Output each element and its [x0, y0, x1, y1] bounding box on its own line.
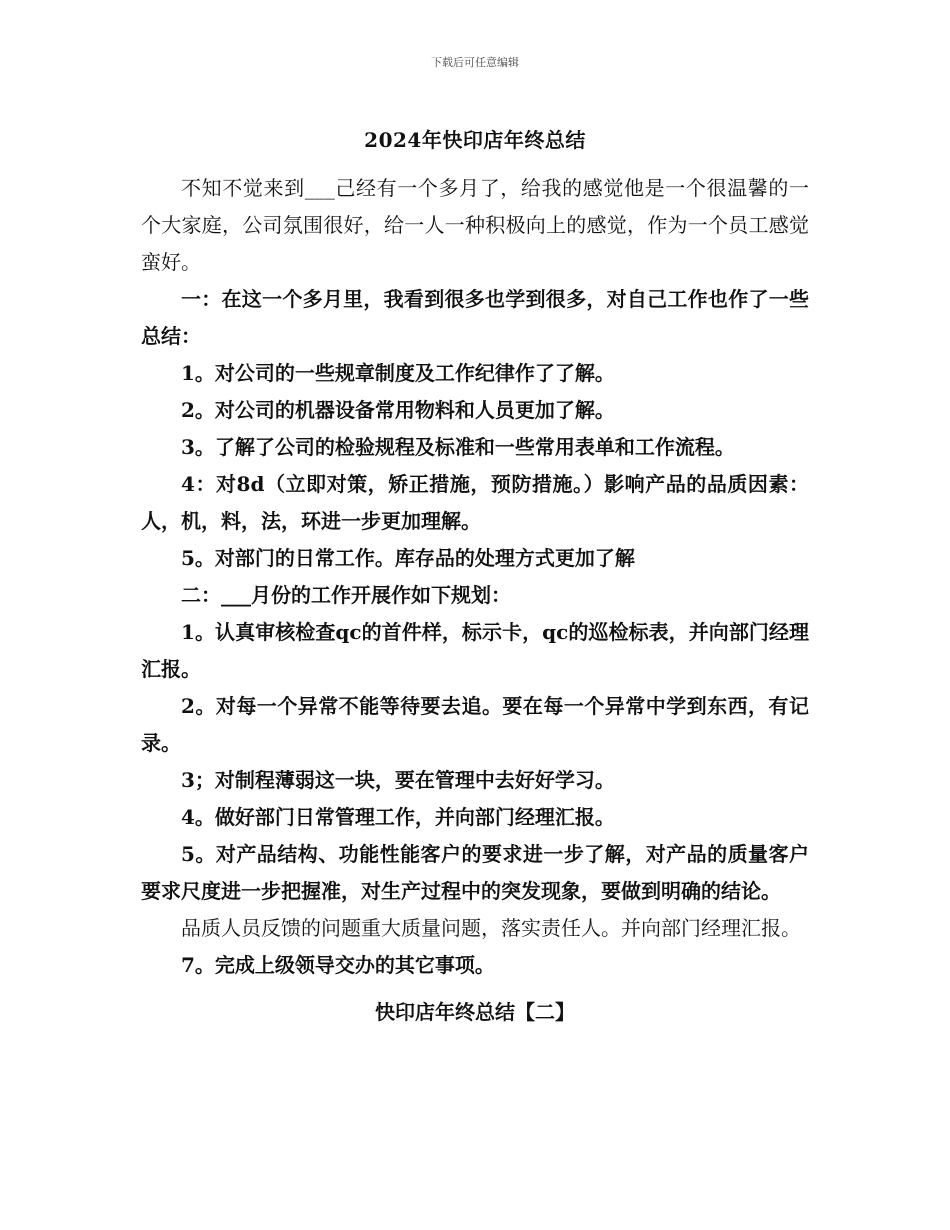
section-subtitle: 快印店年终总结【二】 — [375, 1000, 575, 1024]
header-note: 下载后可任意编辑 — [431, 56, 519, 69]
list-item: 2。对每一个异常不能等待要去追。要在每一个异常中学到东西，有记录。 — [141, 694, 809, 755]
document-title: 2024年快印店年终总结 — [364, 128, 586, 152]
list-item: 2。对公司的机器设备常用物料和人员更加了解。 — [181, 398, 615, 422]
list-item: 3；对制程薄弱这一块，要在管理中去好好学习。 — [181, 768, 615, 792]
list-item: 5。对部门的日常工作。库存品的处理方式更加了解 — [181, 546, 635, 570]
section-heading: 二：___月份的工作开展作如下规划： — [181, 583, 511, 607]
list-item: 4：对8d（立即对策，矫正措施，预防措施。）影响产品的品质因素：人，机，料，法，环进一步更加理解。 — [141, 472, 809, 533]
list-item: 7。完成上级领导交办的其它事项。 — [181, 953, 495, 977]
list-item: 1。对公司的一些规章制度及工作纪律作了了解。 — [181, 361, 615, 385]
paragraph: 不知不觉来到___己经有一个多月了，给我的感觉他是一个很温馨的一个大家庭，公司氛围很好，给一人一种积极向上的感觉，作为一个员工感觉蛮好。 — [141, 176, 809, 274]
list-item: 4。做好部门日常管理工作，并向部门经理汇报。 — [181, 805, 615, 829]
list-item: 5。对产品结构、功能性能客户的要求进一步了解，对产品的质量客户要求尺度进一步把握准，对生产过程中的突发现象，要做到明确的结论。 — [141, 842, 809, 903]
list-item: 1。认真审核检查qc的首件样，标示卡，qc的巡检标表，并向部门经理汇报。 — [141, 620, 809, 681]
list-item: 3。了解了公司的检验规程及标准和一些常用表单和工作流程。 — [181, 435, 735, 459]
paragraph: 一：在这一个多月里，我看到很多也学到很多，对自己工作也作了一些总结： — [141, 287, 809, 348]
paragraph: 品质人员反馈的问题重大质量问题，落实责任人。并向部门经理汇报。 — [181, 916, 801, 940]
document-body — [141, 170, 809, 1031]
